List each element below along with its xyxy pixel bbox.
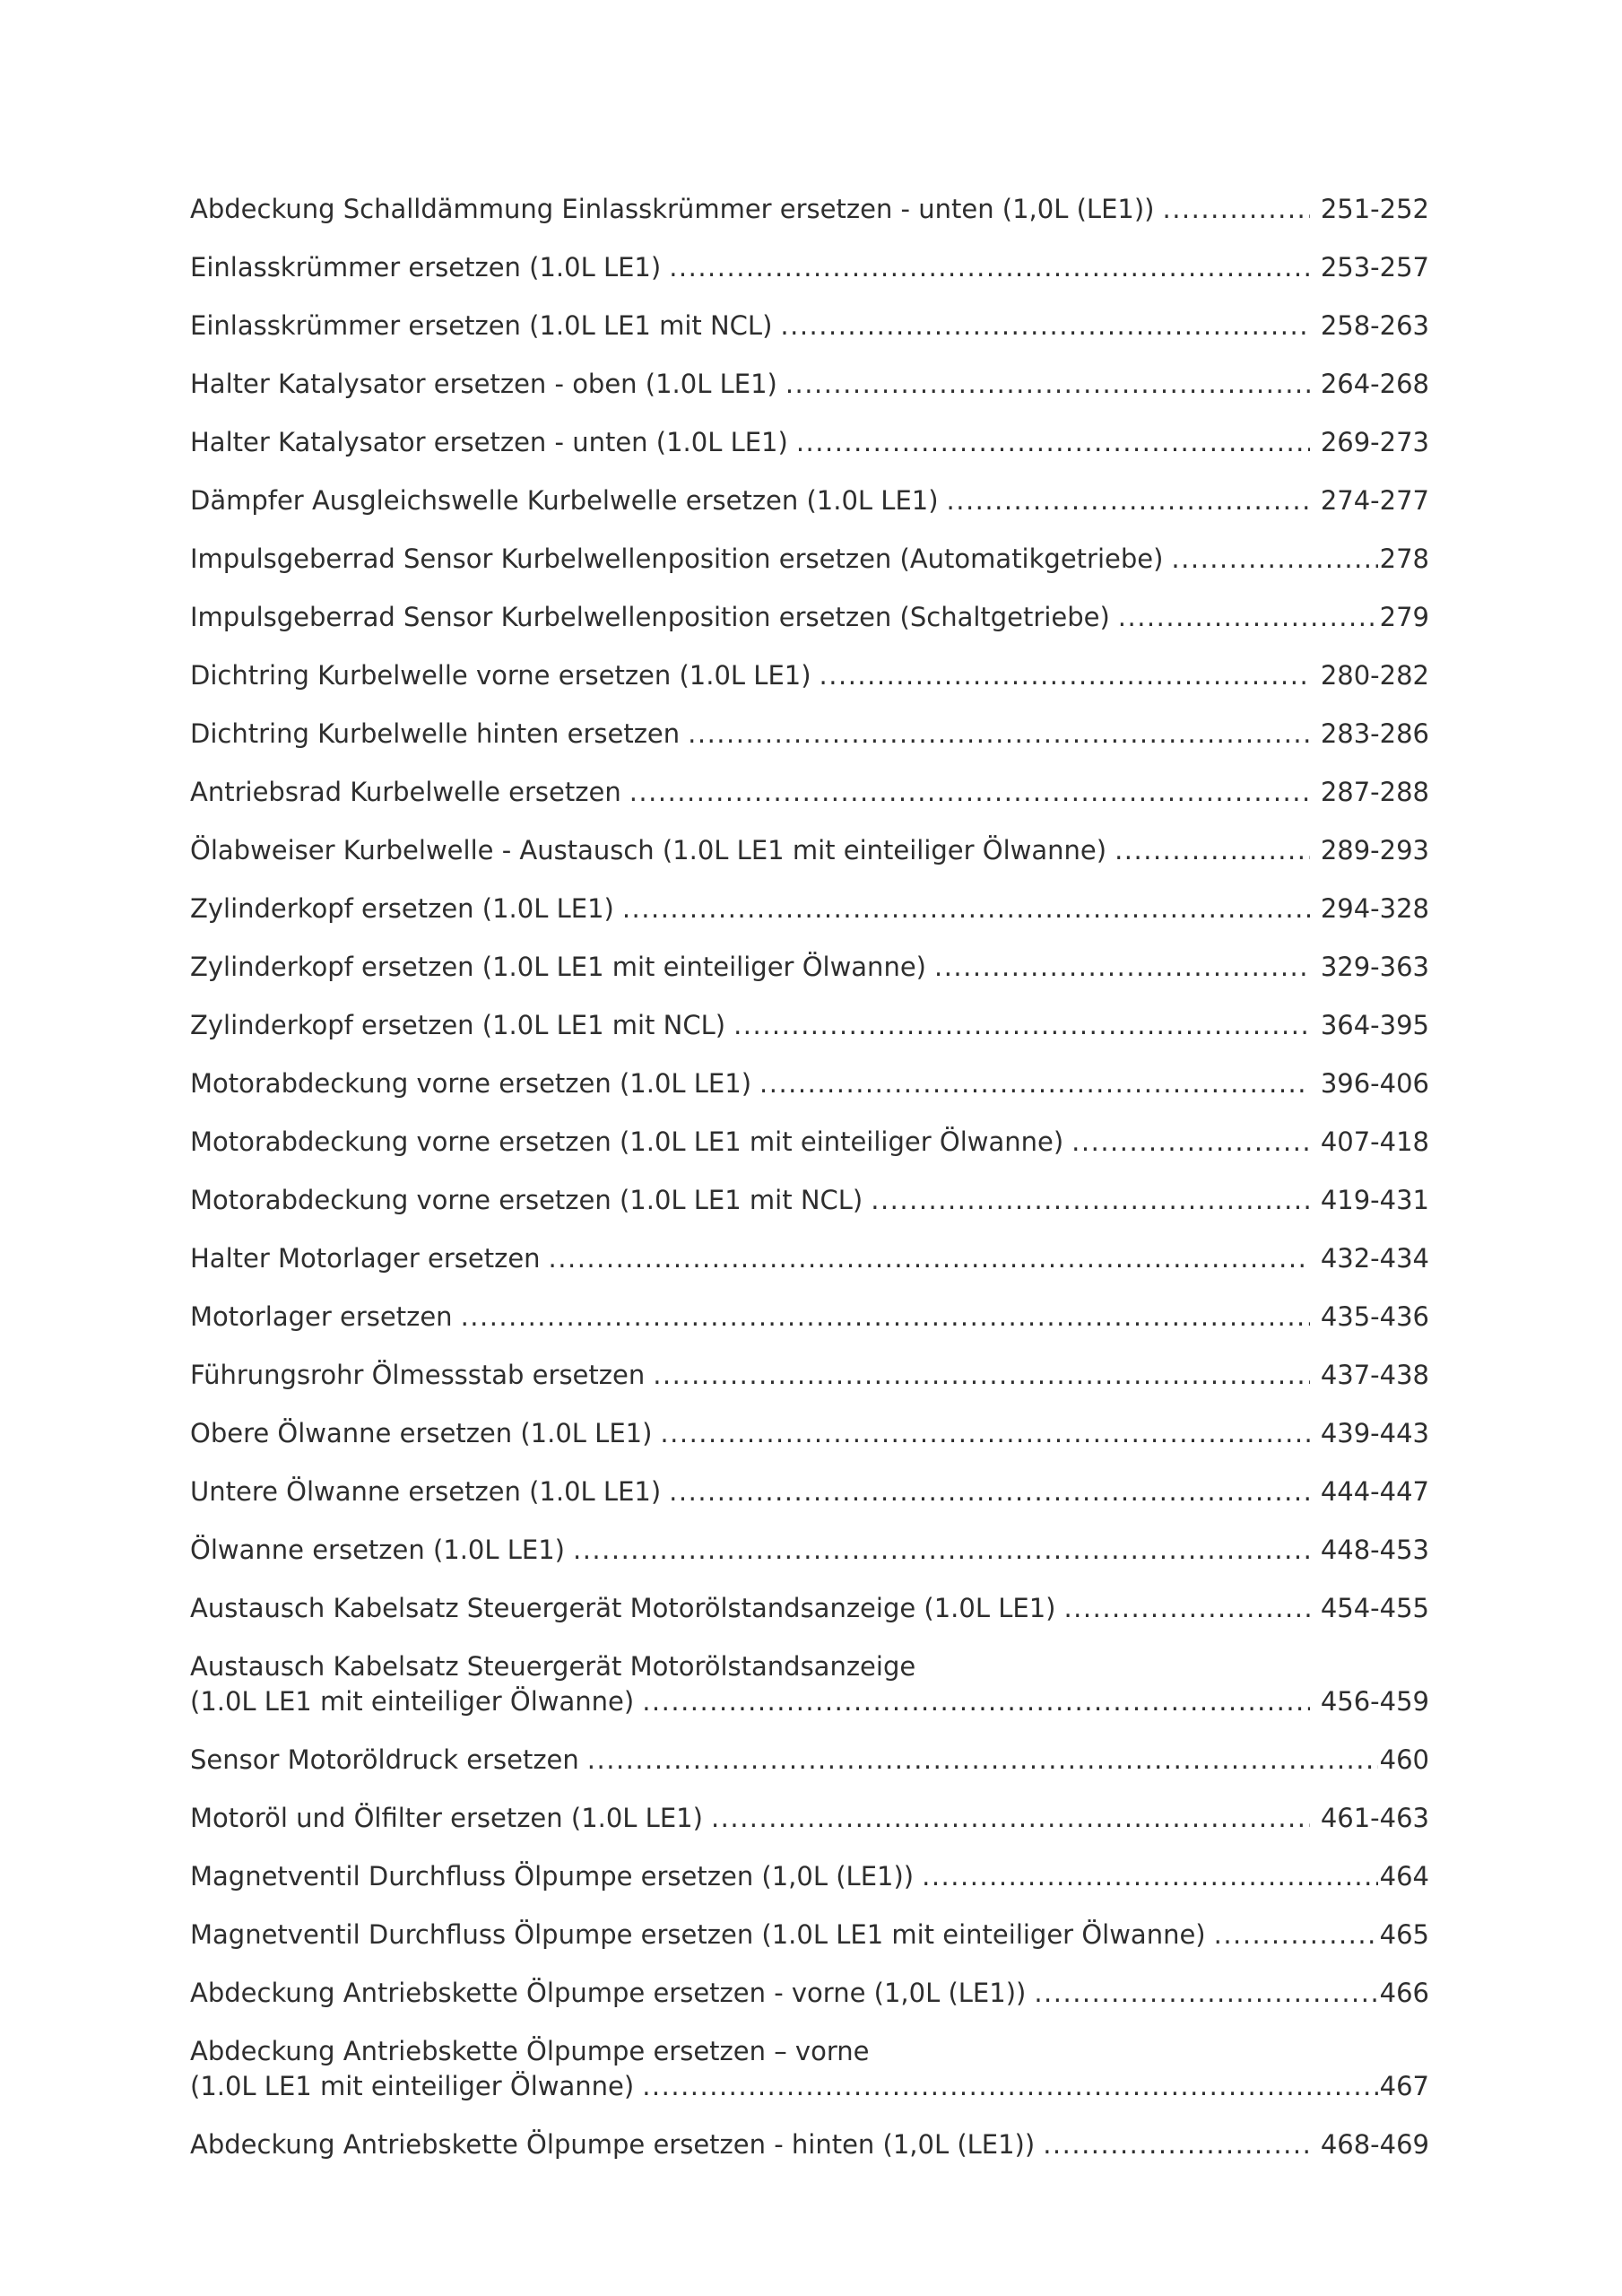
dot-leader <box>1162 192 1309 227</box>
page-number: 283-286 <box>1320 718 1429 749</box>
entry-title: Führungsrohr Ölmessstab ersetzen <box>190 1360 646 1390</box>
toc-entry <box>190 309 1429 344</box>
entry-line <box>190 658 1429 693</box>
page-number: 251-252 <box>1320 194 1429 224</box>
dot-leader <box>934 950 1310 985</box>
toc-entry <box>190 250 1429 285</box>
entry-title: Impulsgeberrad Sensor Kurbelwellenposition ersetzen (Schaltgetriebe) <box>190 602 1110 632</box>
page-number: 464 <box>1379 1861 1429 1892</box>
page-number: 407-418 <box>1320 1126 1429 1157</box>
dot-leader <box>780 309 1309 344</box>
entry-title: Motorabdeckung vorne ersetzen (1.0L LE1 mit einteiliger Ölwanne) <box>190 1126 1064 1157</box>
entry-line <box>190 1533 1429 1568</box>
entry-line <box>190 1976 1429 2011</box>
toc-entry <box>190 1801 1429 1836</box>
entry-line <box>190 1241 1429 1276</box>
toc-entry <box>190 950 1429 985</box>
toc-entry <box>190 2127 1429 2162</box>
page-number: 432-434 <box>1320 1243 1429 1274</box>
entry-line <box>190 1859 1429 1894</box>
entry-title: Dichtring Kurbelwelle hinten ersetzen <box>190 718 681 749</box>
toc-entry <box>190 192 1429 227</box>
entry-title: Ölabweiser Kurbelwelle - Austausch (1.0L LE1 mit einteiliger Ölwanne) <box>190 835 1107 865</box>
page-number: 437-438 <box>1320 1360 1429 1390</box>
page-number: 468-469 <box>1320 2129 1429 2160</box>
entry-line <box>190 1918 1429 1952</box>
entry-line <box>190 250 1429 285</box>
page-number: 264-268 <box>1320 369 1429 399</box>
toc-entry <box>190 483 1429 518</box>
entry-line <box>190 1008 1429 1043</box>
entry-title: Abdeckung Schalldämmung Einlasskrümmer ersetzen - unten (1,0L (LE1)) <box>190 194 1155 224</box>
toc-entry <box>190 1300 1429 1335</box>
dot-leader <box>711 1801 1310 1836</box>
toc-entry <box>190 891 1429 926</box>
entry-line <box>190 600 1429 635</box>
entry-line <box>190 833 1429 868</box>
entry-title-continued: (1.0L LE1 mit einteiliger Ölwanne) <box>190 1686 635 1717</box>
toc-entry <box>190 1416 1429 1451</box>
entry-line <box>190 425 1429 460</box>
dot-leader <box>660 1416 1309 1451</box>
entry-title: Einlasskrümmer ersetzen (1.0L LE1 mit NCL) <box>190 310 773 341</box>
entry-line <box>190 1801 1429 1836</box>
page-number: 454-455 <box>1320 1593 1429 1623</box>
page-number: 253-257 <box>1320 252 1429 283</box>
entry-line <box>190 483 1429 518</box>
page-number: 466 <box>1379 1978 1429 2008</box>
page-number: 294-328 <box>1320 893 1429 924</box>
toc-entry <box>190 717 1429 752</box>
entry-line <box>190 891 1429 926</box>
entry-line <box>190 1649 1429 1684</box>
page-number: 461-463 <box>1320 1803 1429 1833</box>
entry-line <box>190 1125 1429 1160</box>
page-number: 274-277 <box>1320 485 1429 516</box>
page-number: 439-443 <box>1320 1418 1429 1448</box>
entry-line <box>190 1591 1429 1626</box>
page-number: 364-395 <box>1320 1010 1429 1040</box>
dot-leader <box>733 1008 1310 1043</box>
entry-title: Dichtring Kurbelwelle vorne ersetzen (1.0L LE1) <box>190 660 811 691</box>
entry-line <box>190 717 1429 752</box>
dot-leader <box>1034 1976 1377 2011</box>
dot-leader <box>871 1183 1310 1218</box>
entry-title: Antriebsrad Kurbelwelle ersetzen <box>190 777 621 807</box>
toc-entry <box>190 1358 1429 1393</box>
entry-title: Abdeckung Antriebskette Ölpumpe ersetzen – vorne <box>190 2036 870 2066</box>
page-number: 280-282 <box>1320 660 1429 691</box>
entry-title: Halter Katalysator ersetzen - oben (1.0L LE1) <box>190 369 777 399</box>
dot-leader <box>1118 600 1378 635</box>
entry-title: Einlasskrümmer ersetzen (1.0L LE1) <box>190 252 662 283</box>
entry-line <box>190 1474 1429 1509</box>
toc-entry <box>190 1649 1429 1719</box>
entry-title: Halter Motorlager ersetzen <box>190 1243 541 1274</box>
entry-title: Magnetventil Durchfluss Ölpumpe ersetzen (1,0L (LE1)) <box>190 1861 915 1892</box>
entry-title: Austausch Kabelsatz Steuergerät Motorölstandsanzeige <box>190 1651 916 1682</box>
entry-title-continued: (1.0L LE1 mit einteiliger Ölwanne) <box>190 2071 635 2101</box>
page-number: 456-459 <box>1320 1686 1429 1717</box>
dot-leader <box>549 1241 1310 1276</box>
dot-leader <box>622 891 1310 926</box>
entry-title: Zylinderkopf ersetzen (1.0L LE1) <box>190 893 614 924</box>
entry-line <box>190 1300 1429 1335</box>
toc-entry <box>190 775 1429 810</box>
dot-leader <box>1115 833 1310 868</box>
toc-entry <box>190 1066 1429 1101</box>
toc-entry <box>190 658 1429 693</box>
entry-line <box>190 1416 1429 1451</box>
page-number: 448-453 <box>1320 1535 1429 1565</box>
entry-line <box>190 2069 1429 2104</box>
entry-title: Motoröl und Ölfilter ersetzen (1.0L LE1) <box>190 1803 703 1833</box>
page-number: 278 <box>1379 544 1429 574</box>
dot-leader <box>796 425 1310 460</box>
page-number: 435-436 <box>1320 1301 1429 1332</box>
toc-entry <box>190 1183 1429 1218</box>
entry-title: Sensor Motoröldruck ersetzen <box>190 1744 579 1775</box>
page-number: 287-288 <box>1320 777 1429 807</box>
page-number: 460 <box>1379 1744 1429 1775</box>
entry-line <box>190 309 1429 344</box>
entry-title: Motorlager ersetzen <box>190 1301 453 1332</box>
dot-leader <box>1171 542 1377 577</box>
entry-title: Untere Ölwanne ersetzen (1.0L LE1) <box>190 1476 662 1507</box>
entry-title: Austausch Kabelsatz Steuergerät Motorölstandsanzeige (1.0L LE1) <box>190 1593 1056 1623</box>
dot-leader <box>669 250 1310 285</box>
dot-leader <box>922 1859 1378 1894</box>
entry-title: Obere Ölwanne ersetzen (1.0L LE1) <box>190 1418 653 1448</box>
entry-line <box>190 1066 1429 1101</box>
dot-leader <box>1071 1125 1310 1160</box>
toc-entry <box>190 1591 1429 1626</box>
entry-line <box>190 192 1429 227</box>
toc-entry <box>190 833 1429 868</box>
entry-line <box>190 775 1429 810</box>
dot-leader <box>653 1358 1310 1393</box>
toc-entry <box>190 1976 1429 2011</box>
entry-title: Magnetventil Durchfluss Ölpumpe ersetzen (1.0L LE1 mit einteiliger Ölwanne) <box>190 1919 1206 1950</box>
entry-title: Halter Katalysator ersetzen - unten (1.0L LE1) <box>190 427 788 457</box>
entry-line <box>190 2127 1429 2162</box>
entry-line <box>190 950 1429 985</box>
dot-leader <box>642 2069 1377 2104</box>
dot-leader <box>587 1743 1378 1778</box>
page-number: 419-431 <box>1320 1185 1429 1215</box>
toc-entry <box>190 1918 1429 1952</box>
entry-title: Abdeckung Antriebskette Ölpumpe ersetzen - hinten (1,0L (LE1)) <box>190 2129 1036 2160</box>
entry-title: Ölwanne ersetzen (1.0L LE1) <box>190 1535 565 1565</box>
toc-entry <box>190 425 1429 460</box>
page-number: 465 <box>1379 1919 1429 1950</box>
entry-line <box>190 542 1429 577</box>
page-number: 329-363 <box>1320 952 1429 982</box>
toc-entry <box>190 1474 1429 1509</box>
entry-line <box>190 1183 1429 1218</box>
toc-entry <box>190 2034 1429 2104</box>
toc-entry <box>190 600 1429 635</box>
entry-title: Motorabdeckung vorne ersetzen (1.0L LE1 mit NCL) <box>190 1185 863 1215</box>
toc-entry <box>190 542 1429 577</box>
entry-line <box>190 367 1429 402</box>
entry-title: Dämpfer Ausgleichswelle Kurbelwelle ersetzen (1.0L LE1) <box>190 485 939 516</box>
entry-title: Zylinderkopf ersetzen (1.0L LE1 mit einteiliger Ölwanne) <box>190 952 926 982</box>
dot-leader <box>1063 1591 1309 1626</box>
dot-leader <box>785 367 1310 402</box>
page-number: 279 <box>1379 602 1429 632</box>
dot-leader <box>947 483 1310 518</box>
toc-entry <box>190 1125 1429 1160</box>
entry-title: Zylinderkopf ersetzen (1.0L LE1 mit NCL) <box>190 1010 726 1040</box>
entry-line <box>190 1743 1429 1778</box>
page-number: 444-447 <box>1320 1476 1429 1507</box>
dot-leader <box>642 1684 1310 1719</box>
dot-leader <box>461 1300 1310 1335</box>
entry-line <box>190 1358 1429 1393</box>
entry-title: Abdeckung Antriebskette Ölpumpe ersetzen - vorne (1,0L (LE1)) <box>190 1978 1027 2008</box>
page-number: 289-293 <box>1320 835 1429 865</box>
entry-title: Motorabdeckung vorne ersetzen (1.0L LE1) <box>190 1068 752 1099</box>
dot-leader <box>688 717 1310 752</box>
page-number: 269-273 <box>1320 427 1429 457</box>
dot-leader <box>629 775 1310 810</box>
entry-line <box>190 2034 1429 2069</box>
toc-entry <box>190 367 1429 402</box>
entry-line <box>190 1684 1429 1719</box>
page-number: 396-406 <box>1320 1068 1429 1099</box>
dot-leader <box>573 1533 1310 1568</box>
dot-leader <box>1214 1918 1378 1952</box>
toc-entry <box>190 1008 1429 1043</box>
toc-entry <box>190 1859 1429 1894</box>
dot-leader <box>820 658 1310 693</box>
dot-leader <box>669 1474 1310 1509</box>
dot-leader <box>1043 2127 1310 2162</box>
page-number: 467 <box>1379 2071 1429 2101</box>
entry-title: Impulsgeberrad Sensor Kurbelwellenposition ersetzen (Automatikgetriebe) <box>190 544 1164 574</box>
toc-entry <box>190 1743 1429 1778</box>
toc-list <box>190 192 1429 2186</box>
page-number: 258-263 <box>1320 310 1429 341</box>
dot-leader <box>759 1066 1310 1101</box>
toc-entry <box>190 1533 1429 1568</box>
toc-entry <box>190 1241 1429 1276</box>
